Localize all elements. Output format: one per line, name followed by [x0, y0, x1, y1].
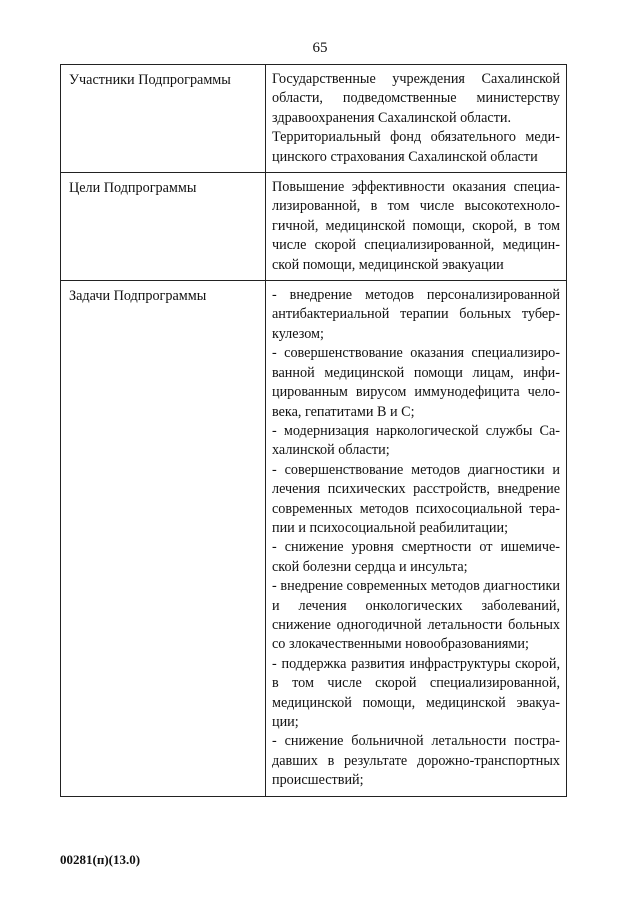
table-row-participants [61, 65, 567, 173]
row-content [266, 281, 567, 797]
list-item: - снижение больничной летальности пострадавших в результате дорожно-транспортных происшествий; [272, 733, 560, 789]
paragraph: Повышение эффективности оказания специализированной, в том числе высокотехнологичной, медицинской помощи, скорой, в том числе скорой специализированной, медицинской помощи, медицинской эвакуации [272, 179, 560, 273]
document-code: 00281(п)(13.0) [60, 852, 141, 867]
table-row-goals [61, 173, 567, 281]
page-number: 65 [312, 40, 328, 56]
table-row-tasks [61, 281, 567, 797]
row-content [266, 173, 567, 281]
list-item: - внедрение методов персонализированной антибактериальной терапии больных туберкулезом; [272, 287, 560, 342]
row-label: Участники Подпрограммы [61, 65, 266, 173]
row-label: Задачи Подпрограммы [61, 281, 266, 797]
subprogram-passport-table [60, 64, 567, 797]
list-item: - поддержка развития инфраструктуры скорой, в том числе скорой специализированной, медицинской помощи, медицинской эвакуации; [272, 655, 560, 730]
list-item: - внедрение современных методов диагностики и лечения онкологических заболеваний, снижение одногодичной летальности больных со злокачественными новообразованиями; [272, 578, 560, 653]
list-item: - совершенствование методов диагностики и лечения психических расстройств, внедрение современных методов психосоциальной терапии и психосоциальной реабилитации; [272, 461, 560, 536]
paragraph: Территориальный фонд обязательного медицинского страхования Сахалинской области [272, 129, 560, 165]
paragraph: Государственные учреждения Сахалинской области, подведомственные министерству здравоохранения Сахалинской области. [272, 71, 560, 126]
list-item: - модернизация наркологической службы Сахалинской области; [272, 422, 560, 459]
row-label: Цели Подпрограммы [61, 173, 266, 281]
list-item: - совершенствование оказания специализированной медицинской помощи лицам, инфицированным вирусом иммунодефицита человека, гепатитами В и С; [272, 345, 560, 420]
row-content [266, 65, 567, 173]
list-item: - снижение уровня смертности от ишемической болезни сердца и инсульта; [272, 539, 560, 575]
